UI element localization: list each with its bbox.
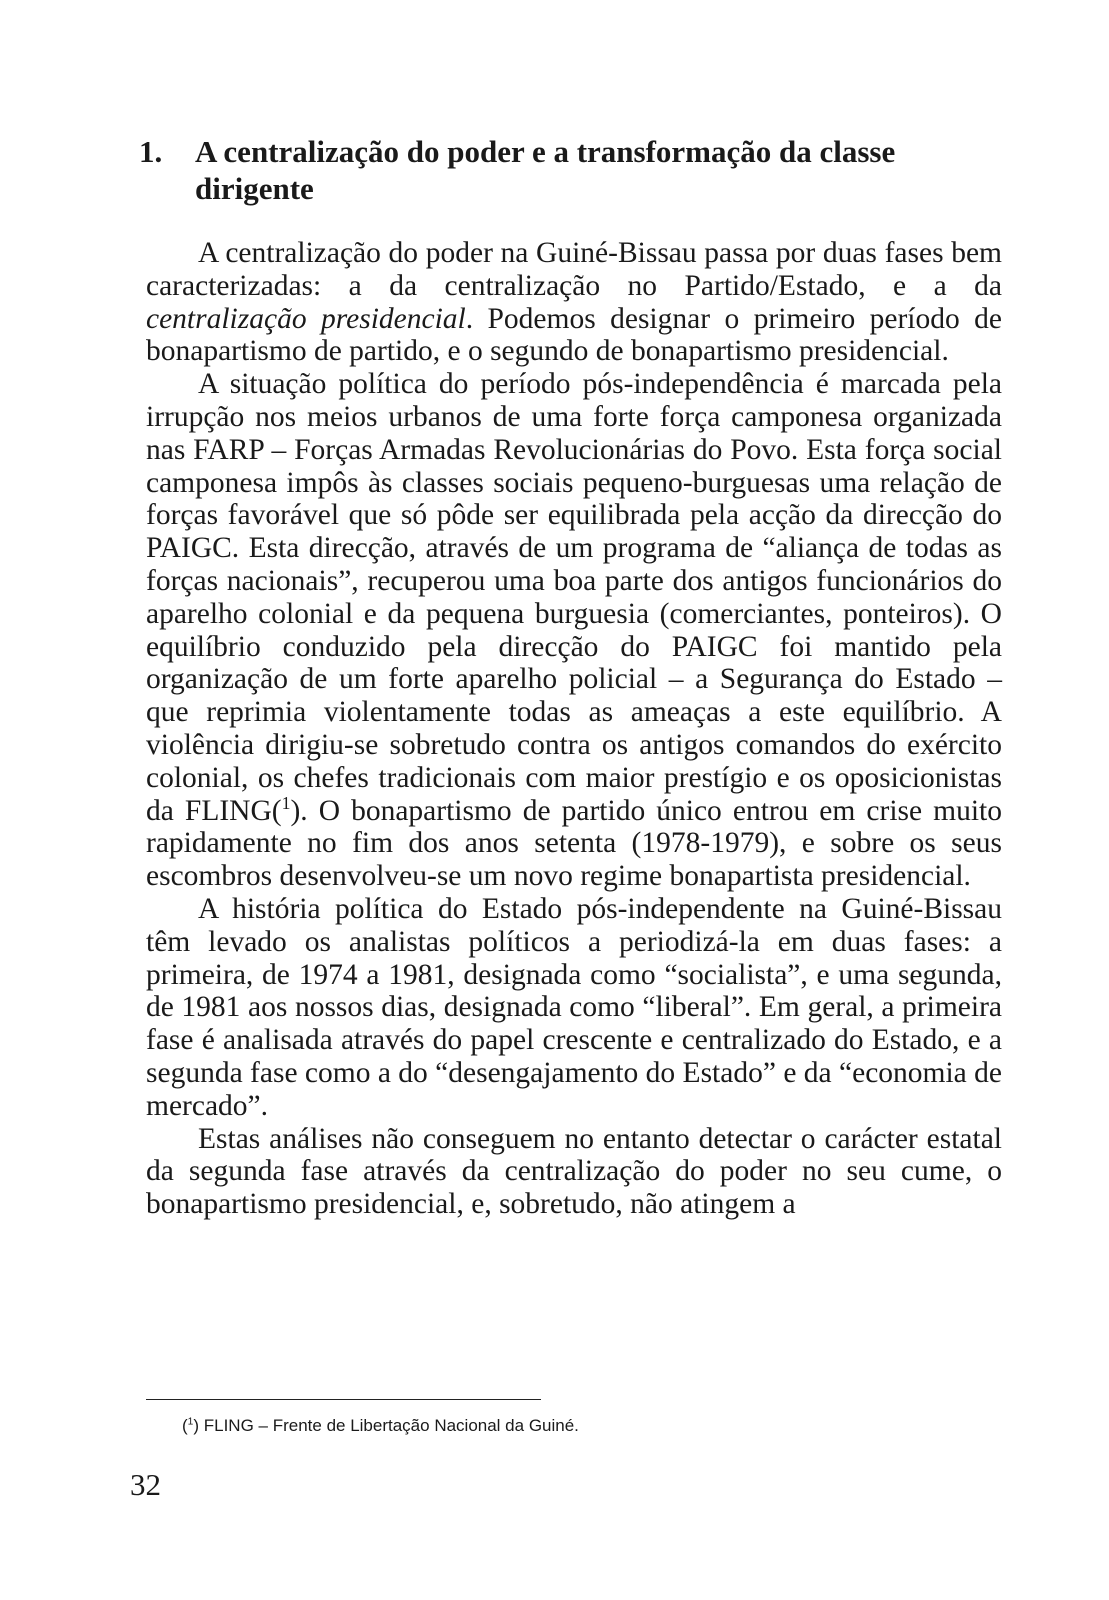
footnote-paren: ( — [182, 1416, 188, 1435]
footnote-marker: 1 — [187, 1416, 194, 1428]
paragraph — [146, 893, 1002, 1123]
footnote-divider — [146, 1399, 541, 1400]
footnote-text: FLING – Frente de Libertação Nacional da Guiné. — [203, 1416, 579, 1435]
section-heading — [139, 133, 999, 207]
section-number: 1. — [139, 134, 163, 169]
paragraph — [146, 1123, 1002, 1221]
paragraph-text: A centralização do poder na Guiné-Bissau passa por duas fases bem caracterizadas: a da centralização no Partido/Estado, e a da — [146, 237, 1002, 302]
paragraph-text: Estas análises não conseguem no entanto detectar o carácter estatal da segunda fase através da centralização do poder no seu cume, o bonapartismo presidencial, e, sobretudo, não atingem a — [146, 1122, 1002, 1221]
paragraph — [146, 237, 1002, 368]
paragraph-text: A situação política do período pós-independência é marcada pela irrupção nos meios urbanos de uma forte força camponesa organizada nas FARP – Forças Armadas Revolucionárias do Povo. Esta força social camponesa impôs às classes sociais pequeno-burguesas uma relação de forças favorável que só pôde ser equilibrada pela acção da direcção do PAIGC. Esta direcção, através de um programa de “aliança de todas as forças nacionais”, recuperou uma boa parte dos antigos funcionários do aparelho colonial e da pequena burguesia (comerciantes, ponteiros). O equilíbrio conduzido pela direcção do PAIGC foi mantido pela organização de um forte aparelho policial – a Segurança do Estado – que reprimia violentamente todas as ameaças a este equilíbrio. A violência dirigiu-se sobretudo contra os antigos comandos do exército colonial, os chefes tradicionais com maior prestígio e os oposicionistas da FLING( — [146, 368, 1002, 827]
footnote-paren: ) — [193, 1416, 200, 1435]
page-number: 32 — [130, 1467, 161, 1502]
section-title: A centralização do poder e a transformação da classe dirigente — [195, 134, 896, 206]
emphasis-text: centralização presidencial — [146, 302, 466, 335]
paragraph-text: ). O bonapartismo de partido único entrou em crise muito rapidamente no fim dos anos setenta (1978-1979), e sobre os seus escombros desenvolveu-se um novo regime bonapartista presidencial. — [146, 794, 1002, 893]
body-text — [146, 237, 1002, 1221]
paragraph-text: A história política do Estado pós-independente na Guiné-Bissau têm levado os analistas políticos a periodizá-la em duas fases: a primeira, de 1974 a 1981, designada como “socialista”, e uma segunda, de 1981 aos nossos dias, designada como “liberal”. Em geral, a primeira fase é analisada através do papel crescente e centralizado do Estado, e a segunda fase como a do “desengajamento do Estado” e da “economia de mercado”. — [146, 892, 1002, 1122]
footnote-reference[interactable]: 1 — [281, 792, 291, 813]
paragraph-text: . Podemos designar o primeiro período de bonapartismo de partido, e o segundo de bonapartismo presidencial. — [146, 302, 1002, 368]
paragraph — [146, 368, 1002, 893]
footnote — [182, 1416, 579, 1436]
